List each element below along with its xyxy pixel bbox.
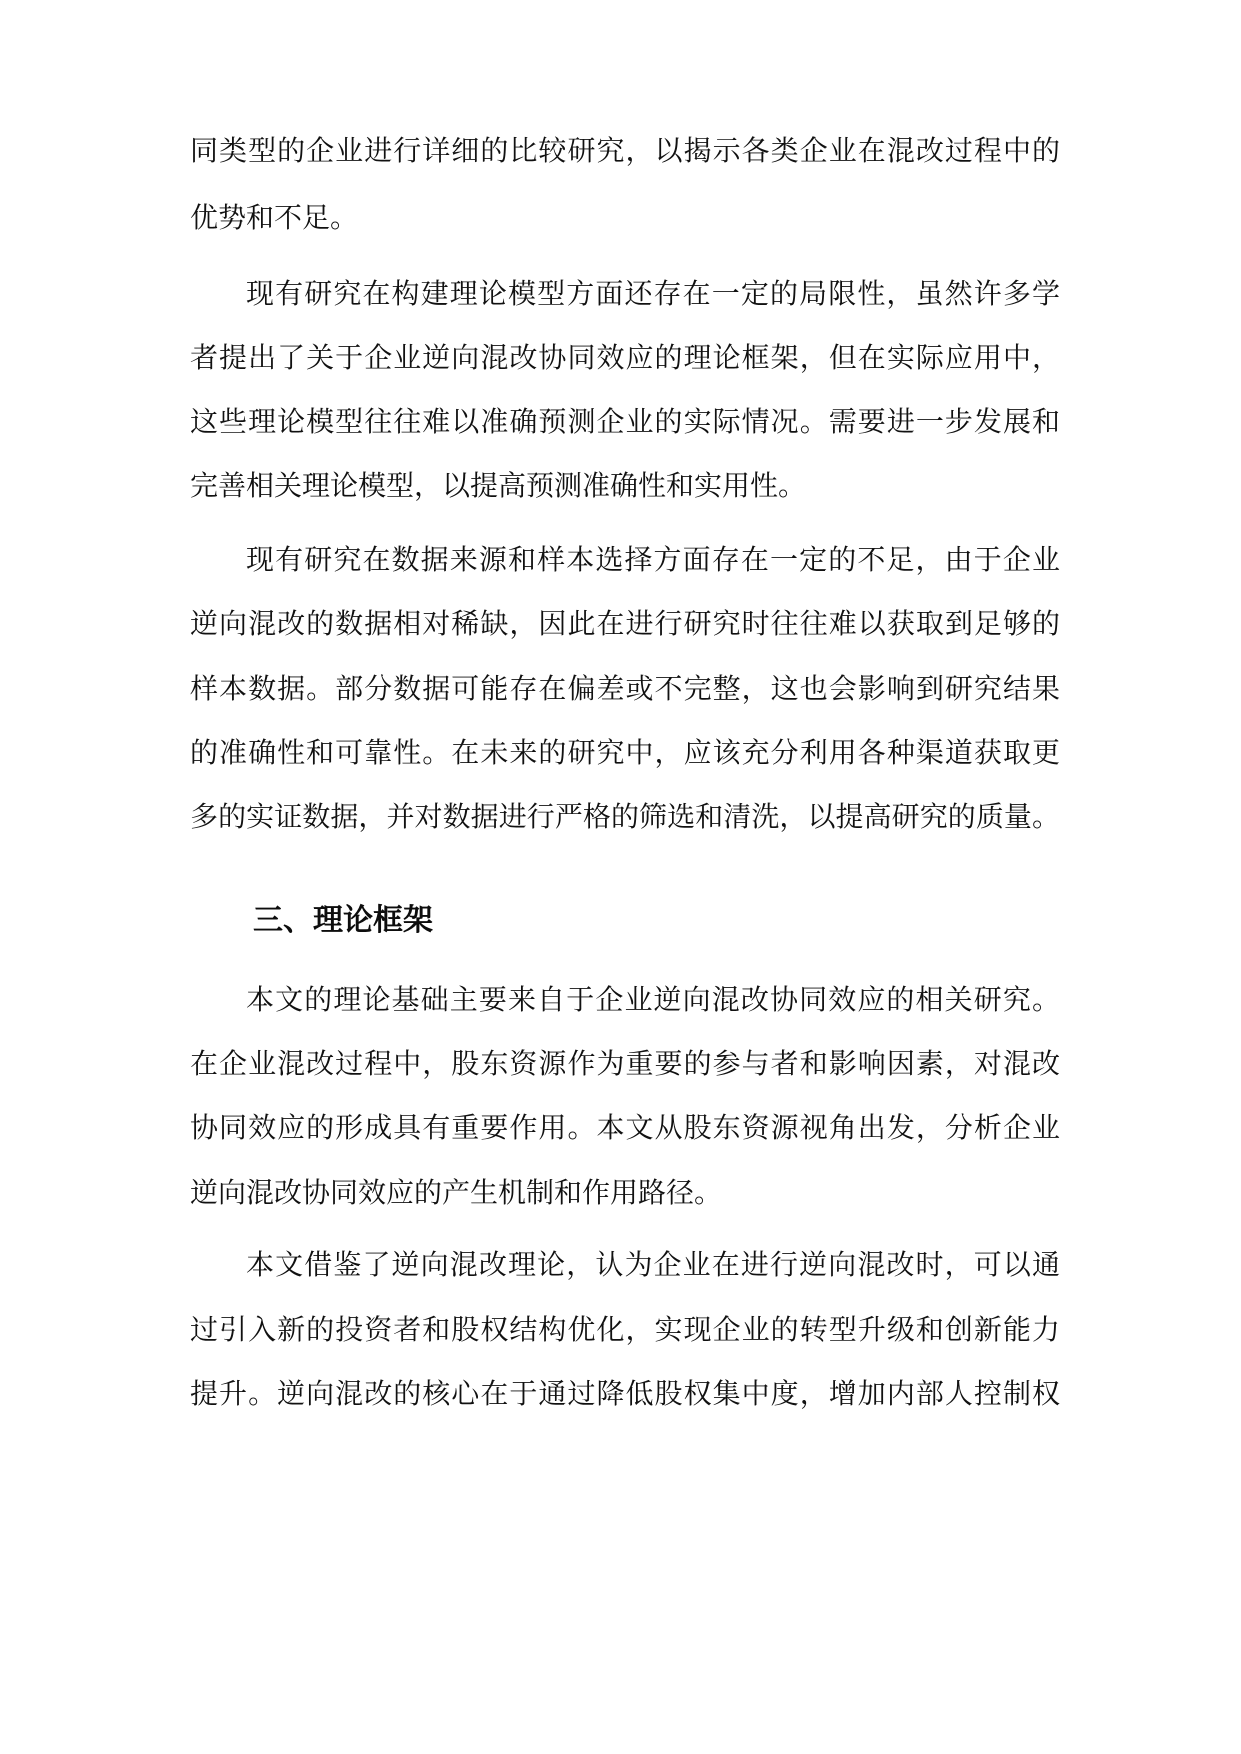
paragraph-line: 者提出了关于企业逆向混改协同效应的理论框架，但在实际应用中， (190, 341, 1060, 374)
paragraph-line: 现有研究在构建理论模型方面还存在一定的局限性，虽然许多学 (246, 277, 1060, 310)
paragraph-line: 多的实证数据，并对数据进行严格的筛选和清洗，以提高研究的质量。 (190, 800, 1060, 833)
paragraph-line: 本文借鉴了逆向混改理论，认为企业在进行逆向混改时，可以通 (246, 1248, 1060, 1281)
paragraph-line: 逆向混改协同效应的产生机制和作用路径。 (190, 1176, 723, 1209)
paragraph-line: 逆向混改的数据相对稀缺，因此在进行研究时往往难以获取到足够的 (190, 607, 1060, 640)
paragraph-line: 提升。逆向混改的核心在于通过降低股权集中度，增加内部人控制权 (190, 1377, 1060, 1410)
paragraph-line: 优势和不足。 (190, 201, 359, 234)
section-heading: 三、理论框架 (253, 903, 433, 938)
paragraph-line: 样本数据。部分数据可能存在偏差或不完整，这也会影响到研究结果 (190, 672, 1060, 705)
paragraph-line: 的准确性和可靠性。在未来的研究中，应该充分利用各种渠道获取更 (190, 736, 1060, 769)
paragraph-line: 完善相关理论模型，以提高预测准确性和实用性。 (190, 469, 807, 502)
paragraph-line: 协同效应的形成具有重要作用。本文从股东资源视角出发，分析企业 (190, 1111, 1060, 1144)
paragraph-line: 在企业混改过程中，股东资源作为重要的参与者和影响因素，对混改 (190, 1047, 1060, 1080)
paragraph-line: 过引入新的投资者和股权结构优化，实现企业的转型升级和创新能力 (190, 1313, 1060, 1346)
paragraph-line: 同类型的企业进行详细的比较研究，以揭示各类企业在混改过程中的 (190, 134, 1060, 167)
paragraph-line: 本文的理论基础主要来自于企业逆向混改协同效应的相关研究。 (246, 983, 1060, 1016)
paragraph-line: 现有研究在数据来源和样本选择方面存在一定的不足，由于企业 (246, 543, 1060, 576)
paragraph-line: 这些理论模型往往难以准确预测企业的实际情况。需要进一步发展和 (190, 405, 1060, 438)
